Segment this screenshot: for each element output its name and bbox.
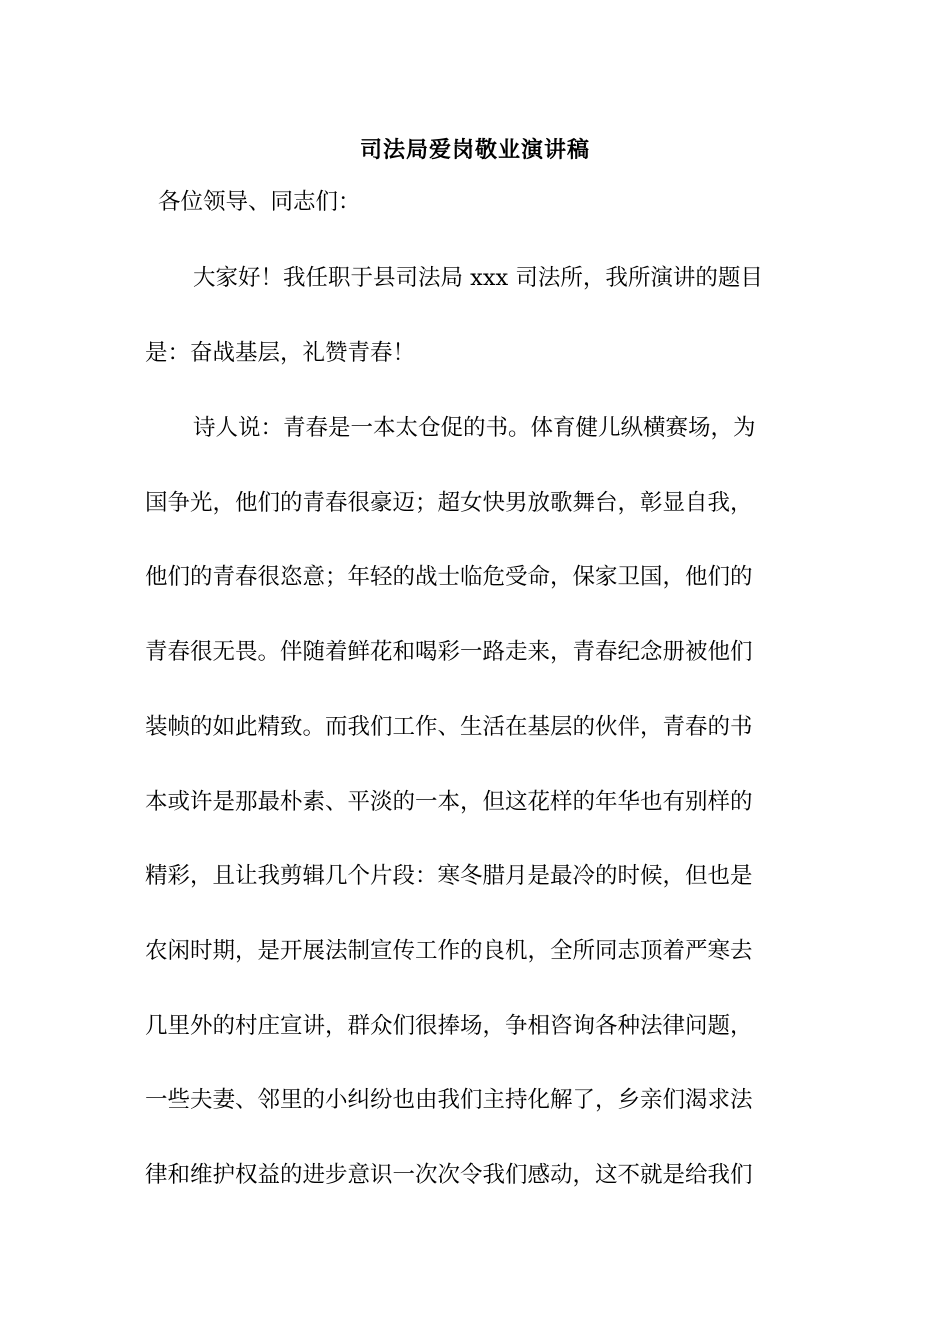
document-title: 司法局爱岗敬业演讲稿: [359, 138, 590, 163]
paragraph-line-5: 他们的青春很恣意；年轻的战士临危受命，保家卫国，他们的: [145, 564, 753, 590]
paragraph-line-4: 国争光，他们的青春很豪迈；超女快男放歌舞台，彰显自我，: [145, 490, 753, 516]
paragraph-line-10: 农闲时期，是开展法制宣传工作的良机，全所同志顶着严寒去: [145, 938, 753, 964]
paragraph-line-9: 精彩，且让我剪辑几个片段：寒冬腊月是最冷的时候，但也是: [145, 863, 753, 889]
paragraph-line-1: 大家好！我任职于县司法局 xxx 司法所，我所演讲的题目: [193, 265, 763, 291]
paragraph-line-13: 律和维护权益的进步意识一次次令我们感动，这不就是给我们: [145, 1162, 753, 1188]
paragraph-line-6: 青春很无畏。伴随着鲜花和喝彩一路走来，青春纪念册被他们: [145, 639, 753, 665]
paragraph-line-11: 几里外的村庄宣讲，群众们很捧场，争相咨询各种法律问题，: [145, 1013, 753, 1039]
paragraph-line-7: 装帧的如此精致。而我们工作、生活在基层的伙伴，青春的书: [145, 714, 753, 740]
paragraph-line-8: 本或许是那最朴素、平淡的一本，但这花样的年华也有别样的: [145, 789, 753, 815]
paragraph-line-12: 一些夫妻、邻里的小纠纷也由我们主持化解了，乡亲们渴求法: [145, 1087, 753, 1113]
salutation: 各位领导、同志们：: [158, 189, 361, 215]
paragraph-line-3: 诗人说：青春是一本太仓促的书。体育健儿纵横赛场，为: [193, 415, 756, 441]
paragraph-line-2: 是：奋战基层，礼赞青春！: [145, 340, 416, 366]
